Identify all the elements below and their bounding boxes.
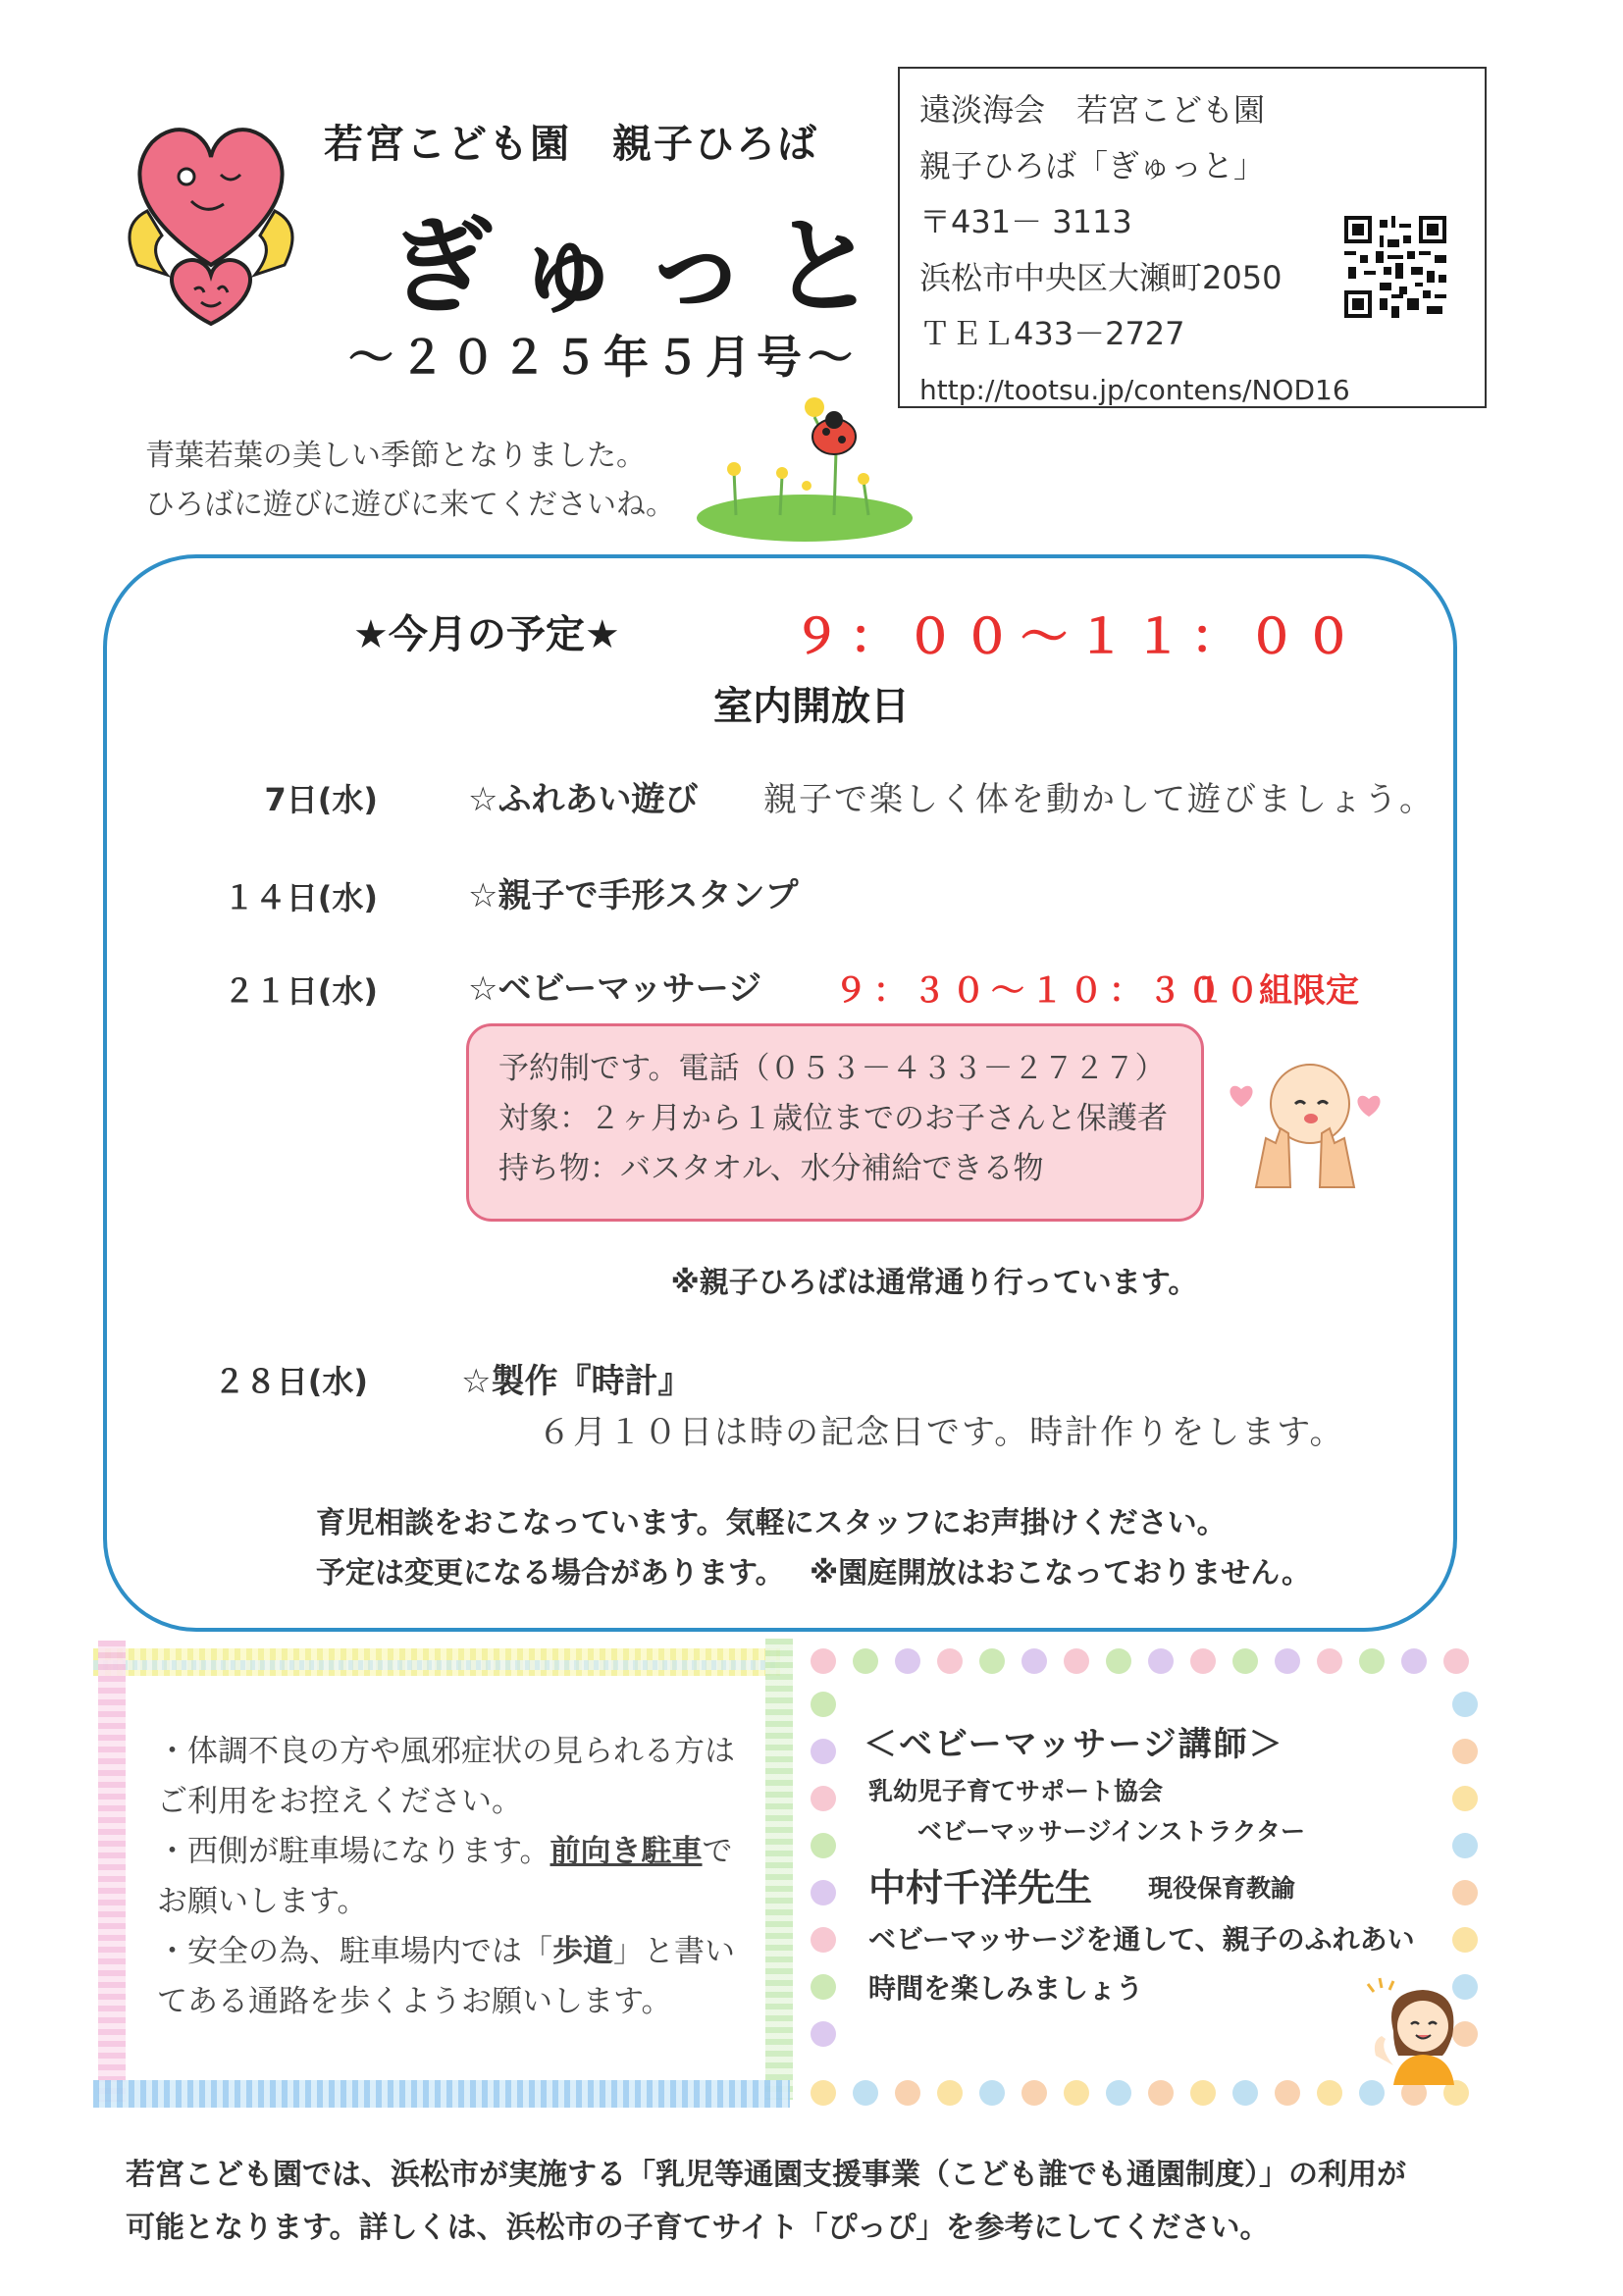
event-3-date: ２１日(水) xyxy=(223,972,378,1010)
schedule-subheading: 室内開放日 xyxy=(713,684,910,729)
lecturer-name: 中村千洋先生 xyxy=(868,1866,1093,1909)
decorative-dot xyxy=(853,1648,878,1674)
newsletter-title: ぎゅっと xyxy=(388,206,899,329)
decorative-dot xyxy=(811,1786,836,1811)
notice-line-6: てある通路を歩くようお願いします。 xyxy=(157,1984,672,2019)
ladybug-meadow-illustration xyxy=(687,392,922,549)
baby-massage-illustration xyxy=(1222,1050,1388,1197)
notice-text xyxy=(157,1727,735,2027)
teacher-illustration xyxy=(1354,1972,1472,2085)
sidewalk-text: 歩道 xyxy=(552,1934,613,1969)
decorative-dot xyxy=(1275,2080,1300,2106)
contact-tel: ＴＥＬ433－2727 xyxy=(919,315,1185,352)
heart-mascot-logo xyxy=(108,118,314,329)
decorative-dot xyxy=(1452,1692,1478,1717)
decorative-dot xyxy=(1452,1927,1478,1953)
lecturer-heading: ＜ベビーマッサージ講師＞ xyxy=(864,1725,1284,1764)
decorative-dot xyxy=(811,1648,836,1674)
decorative-dot xyxy=(811,1880,836,1905)
notice-line-3c: で xyxy=(702,1834,733,1869)
event-2-title: ☆親子で手形スタンプ xyxy=(468,876,799,915)
garden-note: ※園庭開放はおこなっておりません。 xyxy=(810,1556,1311,1591)
newsletter-subtitle: 若宮こども園 親子ひろば xyxy=(324,122,818,167)
forward-parking-text: 前向き駐車 xyxy=(550,1834,703,1869)
event-1-title: ☆ふれあい遊び xyxy=(468,780,699,819)
event-4-title: ☆製作『時計』 xyxy=(461,1362,692,1401)
decorative-dot xyxy=(1452,1739,1478,1764)
contact-url[interactable]: http://tootsu.jp/contens/NOD16 xyxy=(919,374,1350,406)
decorative-dot xyxy=(1148,1648,1174,1674)
event-2-date: １４日(水) xyxy=(223,879,378,916)
event-3-limit: １０組限定 xyxy=(1192,971,1359,1011)
decorative-dot xyxy=(979,2080,1005,2106)
greeting-line-1: 青葉若葉の美しい季節となりました。 xyxy=(145,439,646,473)
decorative-dot xyxy=(1190,1648,1216,1674)
reservation-line-3: 持ち物：バスタオル、水分補給できる物 xyxy=(498,1151,1044,1186)
decorative-dot xyxy=(811,2021,836,2047)
decorative-dot xyxy=(1064,1648,1089,1674)
reservation-line-2: 対象：２ヶ月から１歳位までのお子さんと保護者 xyxy=(498,1101,1168,1136)
notice-line-1: ・体調不良の方や風邪症状の見られる方は xyxy=(157,1734,735,1769)
event-4-desc: ６月１０日は時の記念日です。時計作りをします。 xyxy=(538,1413,1345,1452)
contact-org: 遠淡海会 若宮こども園 xyxy=(919,91,1266,129)
footer-line-1: 若宮こども園では、浜松市が実施する「乳児等通園支援事業（こども誰でも通園制度）」の利用が xyxy=(126,2158,1406,2192)
notice-line-5a: ・安全の為、駐車場内では「 xyxy=(157,1934,552,1969)
contact-postal: 〒431－ 3113 xyxy=(919,203,1132,240)
decorative-dot xyxy=(895,1648,920,1674)
decorative-dot xyxy=(937,1648,963,1674)
event-4-date: ２８日(水) xyxy=(213,1363,368,1400)
decorative-dot xyxy=(1106,2080,1131,2106)
decorative-dot xyxy=(1359,1648,1385,1674)
reservation-box xyxy=(466,1023,1204,1222)
decorative-dot xyxy=(1064,2080,1089,2106)
notice-line-5c: 」と書い xyxy=(613,1934,735,1969)
lecturer-message-line-2: 時間を楽しみましょう xyxy=(868,1972,1144,2005)
schedule-heading: ★今月の予定★ xyxy=(353,612,620,657)
decorative-dot xyxy=(895,2080,920,2106)
change-note: 予定は変更になる場合があります。 xyxy=(316,1556,785,1591)
footer-line-2: 可能となります。詳しくは、浜松市の子育てサイト「ぴっぴ」を参考にしてください。 xyxy=(126,2211,1270,2245)
decorative-dot xyxy=(811,2080,836,2106)
decorative-dot xyxy=(1232,2080,1258,2106)
consult-note: 育児相談をおこなっています。気軽にスタッフにお声掛けください。 xyxy=(316,1506,1227,1540)
decorative-dot xyxy=(937,2080,963,2106)
notice-line-2: ご利用をお控えください。 xyxy=(157,1784,522,1819)
decorative-dot xyxy=(1443,1648,1469,1674)
reservation-line-1: 予約制です。電話（０５３－４３３－２７２７） xyxy=(498,1051,1166,1086)
event-3-time: ９：３０～１０：３０ xyxy=(834,971,1227,1011)
decorative-dot xyxy=(811,1739,836,1764)
notice-line-3a: ・西側が駐車場になります。 xyxy=(157,1834,550,1869)
decorative-dot xyxy=(1317,2080,1342,2106)
decorative-dot xyxy=(1452,1880,1478,1905)
decorative-dot xyxy=(1021,2080,1047,2106)
lecturer-role: ベビーマッサージインストラクター xyxy=(917,1817,1306,1846)
contact-address: 浜松市中央区大瀬町2050 xyxy=(919,259,1283,296)
decorative-dot xyxy=(1452,1786,1478,1811)
notice-line-4: お願いします。 xyxy=(157,1884,368,1919)
decorative-dot xyxy=(1148,2080,1174,2106)
event-1-date: 7日(水) xyxy=(264,781,378,818)
decorative-dot xyxy=(1401,1648,1427,1674)
notice-line-5 xyxy=(157,1927,735,1977)
greeting xyxy=(145,432,675,530)
lecturer-current-role: 現役保育教諭 xyxy=(1148,1874,1296,1903)
event-1-desc: 親子で楽しく体を動かして遊びましょう。 xyxy=(763,780,1435,819)
issue-label: ～２０２５年５月号～ xyxy=(348,331,859,384)
decorative-dot xyxy=(853,2080,878,2106)
contact-name: 親子ひろば「ぎゅっと」 xyxy=(919,147,1266,184)
lecturer-message-line-1: ベビーマッサージを通して、親子のふれあい xyxy=(868,1923,1415,1956)
footer-note xyxy=(126,2149,1406,2255)
decorative-dot xyxy=(811,1927,836,1953)
decorative-dot xyxy=(811,1833,836,1858)
schedule-time: ９：００～１１：００ xyxy=(793,609,1363,664)
decorative-dot xyxy=(1106,1648,1131,1674)
decorative-dot xyxy=(1021,1648,1047,1674)
qr-code-icon xyxy=(1344,216,1446,318)
normal-operation-note: ※親子ひろばは通常通り行っています。 xyxy=(670,1266,1198,1300)
lecturer-message xyxy=(868,1915,1415,2013)
decorative-dot xyxy=(1452,1833,1478,1858)
decorative-dot xyxy=(979,1648,1005,1674)
event-3-title: ☆ベビーマッサージ xyxy=(468,969,762,1009)
decorative-dot xyxy=(811,1974,836,2000)
lecturer-org: 乳幼児子育てサポート協会 xyxy=(868,1777,1164,1805)
decorative-dot xyxy=(811,1692,836,1717)
greeting-line-2: ひろばに遊びに遊びに来てくださいね。 xyxy=(145,488,675,522)
decorative-dot xyxy=(1275,1648,1300,1674)
decorative-dot xyxy=(1190,2080,1216,2106)
notice-line-3 xyxy=(157,1827,735,1877)
decorative-dot xyxy=(1317,1648,1342,1674)
decorative-dot xyxy=(1232,1648,1258,1674)
